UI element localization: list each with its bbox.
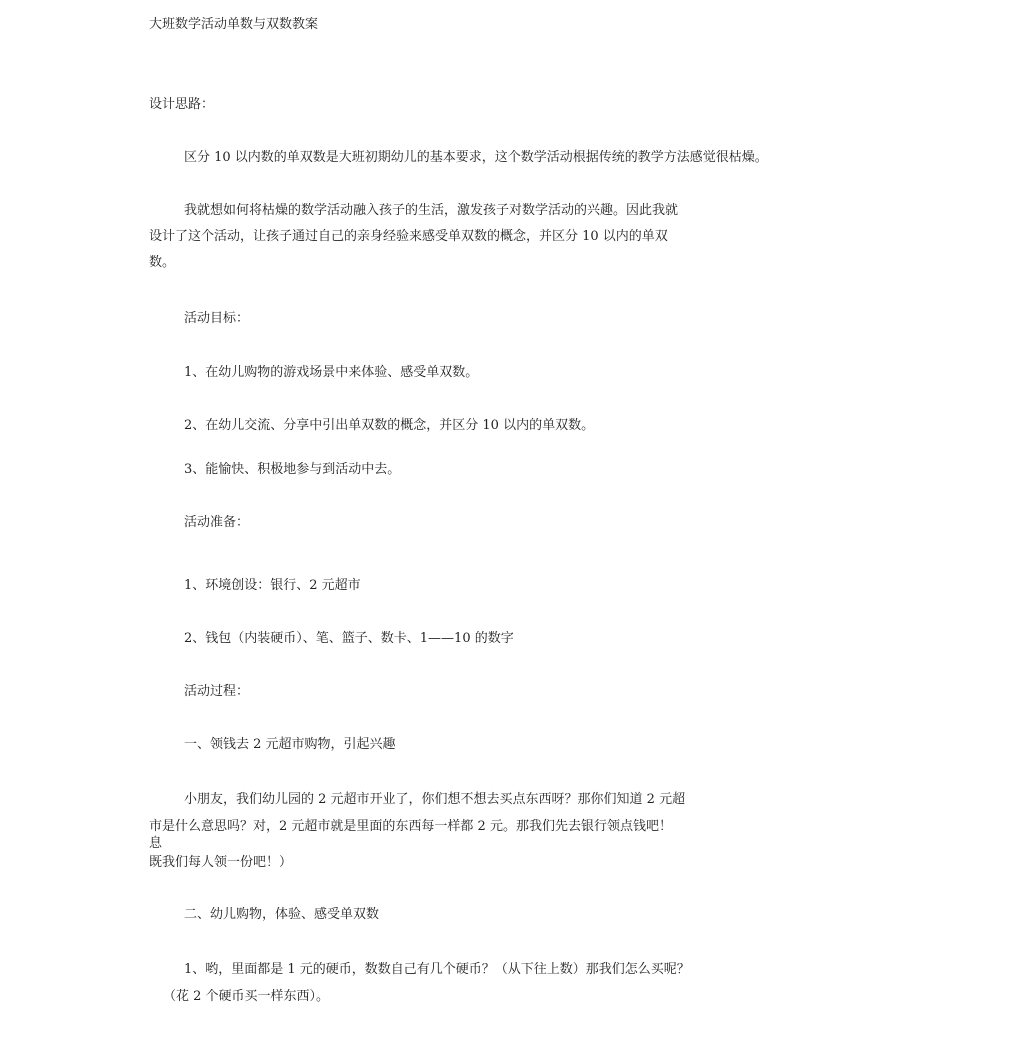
prep-heading: 活动准备： xyxy=(184,515,250,530)
process-heading: 活动过程： xyxy=(184,684,250,699)
step-1-paragraph-line-2: 市是什么意思吗？对，2 元超市就是里面的东西每一样都 2 元。那我们先去银行领点钱吧！ xyxy=(149,819,672,834)
design-paragraph-1: 区分 10 以内数的单双数是大班初期幼儿的基本要求，这个数学活动根据传统的教学方法感觉很枯燥。 xyxy=(184,150,768,165)
goal-item-3: 3、能愉快、积极地参与到活动中去。 xyxy=(184,462,401,477)
step-2-heading: 二、幼儿购物，体验、感受单双数 xyxy=(184,907,380,922)
goal-item-2: 2、在幼儿交流、分享中引出单双数的概念，并区分 10 以内的单双数。 xyxy=(184,418,595,433)
step-2-paragraph-line-1: 1、哟，里面都是 1 元的硬币，数数自己有几个硬币？（从下往上数）那我们怎么买呢？ xyxy=(184,962,690,977)
design-heading: 设计思路： xyxy=(149,97,215,112)
design-paragraph-2-line-3: 数。 xyxy=(149,255,176,270)
step-1-heading: 一、领钱去 2 元超市购物，引起兴趣 xyxy=(184,737,396,752)
design-paragraph-2-line-1: 我就想如何将枯燥的数学活动融入孩子的生活，激发孩子对数学活动的兴趣。因此我就 xyxy=(184,203,679,218)
step-1-paragraph-line-1: 小朋友，我们幼儿园的 2 元超市开业了，你们想不想去买点东西呀？那你们知道 2 元超 xyxy=(184,792,686,807)
step-1-paragraph-line-3: 息 xyxy=(149,836,163,851)
goal-item-1: 1、在幼儿购物的游戏场景中来体验、感受单双数。 xyxy=(184,365,479,380)
document-title: 大班数学活动单数与双数教案 xyxy=(149,17,319,32)
prep-item-2: 2、钱包（内装硬币）、笔、篮子、数卡、1——10 的数字 xyxy=(184,631,514,646)
goals-heading: 活动目标： xyxy=(184,311,250,326)
design-paragraph-2-line-2: 设计了这个活动，让孩子通过自己的亲身经验来感受单双数的概念，并区分 10 以内的单双 xyxy=(149,229,668,244)
prep-item-1: 1、环境创设：银行、2 元超市 xyxy=(184,578,361,593)
step-2-paragraph-line-2: （花 2 个硬币买一样东西）。 xyxy=(163,989,330,1004)
step-1-paragraph-line-4: 既我们每人领一份吧！） xyxy=(149,855,293,870)
